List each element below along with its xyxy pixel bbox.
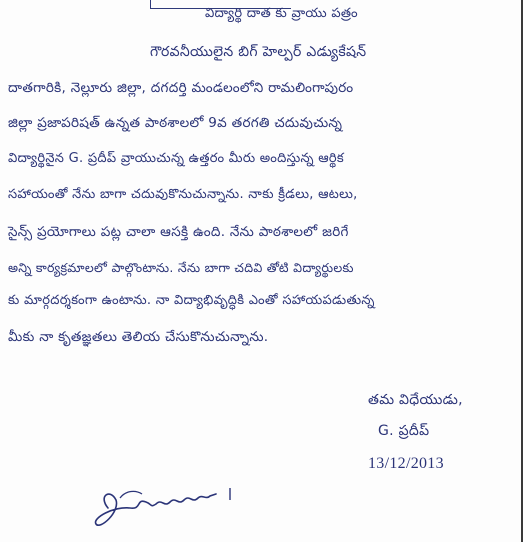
body-line-7: కు మార్గదర్శకంగా ఉంటాను. నా విద్యాభివృద్ధికి ఎంతో సహాయపడుతున్న [8, 293, 375, 308]
body-line-6: అన్ని కార్యక్రమాలలో పాల్గొంటాను. నేను బాగా చదివి తోటి విద్యార్థులకు [8, 260, 354, 275]
body-line-5: సైన్స్ ప్రయోగాలు పట్ల చాలా ఆసక్తి ఉంది. నేను పాఠశాలలో జరిగే [8, 224, 349, 240]
body-line-1: దాతగారికి, నెల్లూరు జిల్లా, దగదర్తి మండలంలోని రామలింగాపురం [8, 80, 354, 96]
sender-name: G. ప్రదీప్ [378, 423, 430, 439]
body-line-2: జిల్లా ప్రజాపరిషత్ ఉన్నత పాఠశాలలో 9వ తరగతి చదువుచున్న [8, 115, 343, 131]
letter-date: 13/12/2013 [368, 455, 444, 472]
body-line-4: సహాయంతో నేను బాగా చదువుకొనుచున్నాను. నాకు క్రీడలు, ఆటలు, [8, 187, 358, 202]
body-line-3: విద్యార్థినైన G. ప్రదీప్ వ్రాయుచున్న ఉత్తరం మీరు అందిస్తున్న ఆర్థిక [8, 151, 344, 166]
body-line-8: మీకు నా కృతజ్ఞతలు తెలియ చేసుకొనుచున్నాను. [8, 329, 269, 345]
salutation: గౌరవనీయులైన బిగ్ హెల్పర్ ఎడ్యుకేషన్ [150, 44, 367, 60]
closing: తమ విధేయుడు, [368, 392, 463, 408]
signature [90, 478, 250, 538]
letter-heading: విద్యార్థి దాత కు వ్రాయు పత్రం [205, 6, 358, 21]
